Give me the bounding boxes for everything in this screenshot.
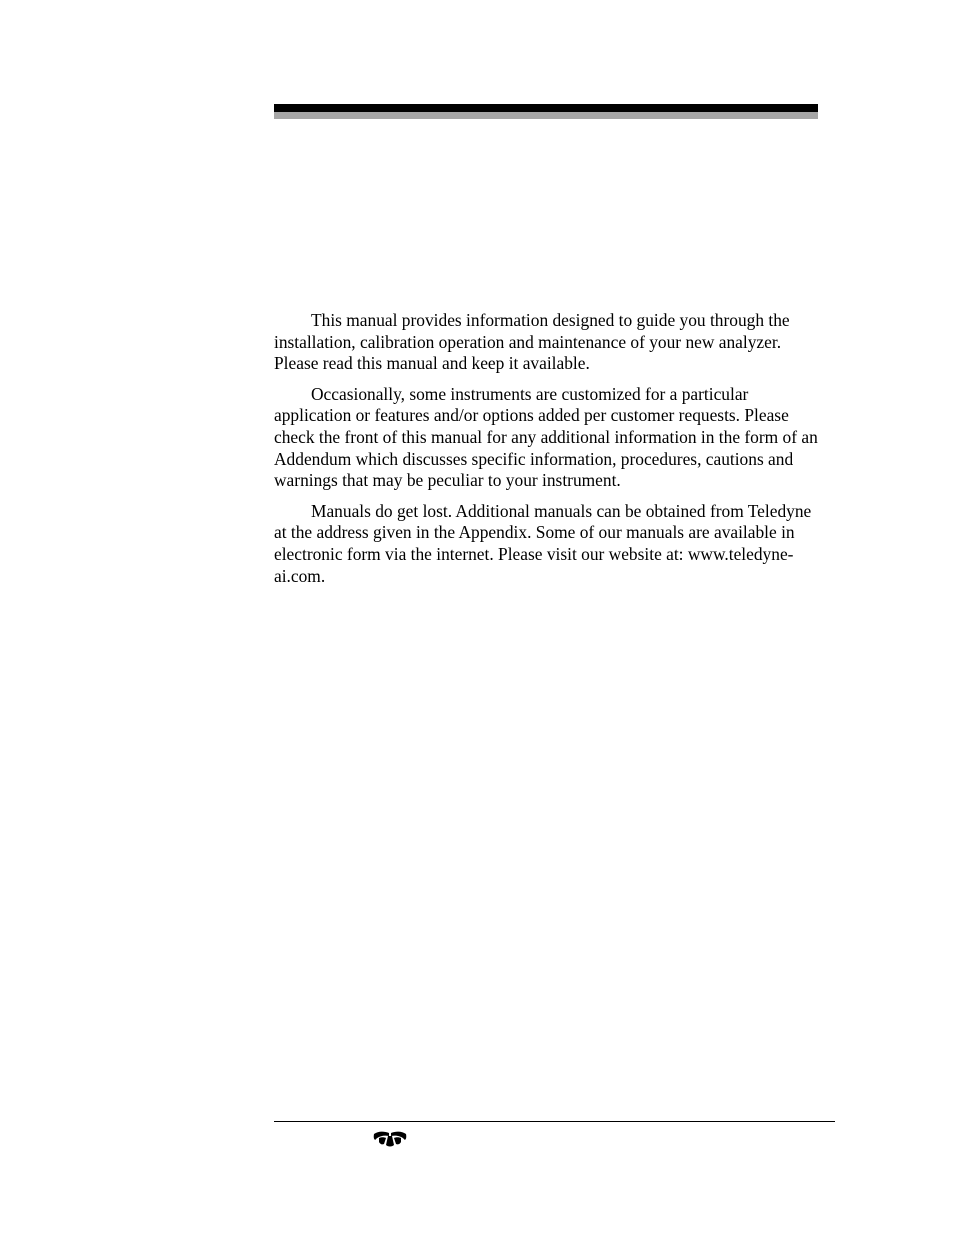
body-text [274,310,822,596]
header-rule-gray [274,112,818,119]
teledyne-logo-icon [372,1130,408,1148]
footer-rule [274,1121,835,1122]
paragraph-customization: Occasionally, some instruments are customized for a particular application or features and/or options added per customer requests. Please check the front of this manual for any additional information in the form of an Addendum which discusses specific information, procedures, cautions and warnings that may be peculiar to your instrument. [274,383,818,491]
header-rule-black [274,104,818,112]
paragraph-manuals: Manuals do get lost. Additional manuals can be obtained from Teledyne at the address given in the Appendix. Some of our manuals are available in electronic form via the internet. Please visit our website at: www.teledyne-ai.com. [274,500,812,586]
paragraph-intro: This manual provides information designed to guide you through the installation, calibration operation and maintenance of your new analyzer. Please read this manual and keep it available. [274,310,790,374]
